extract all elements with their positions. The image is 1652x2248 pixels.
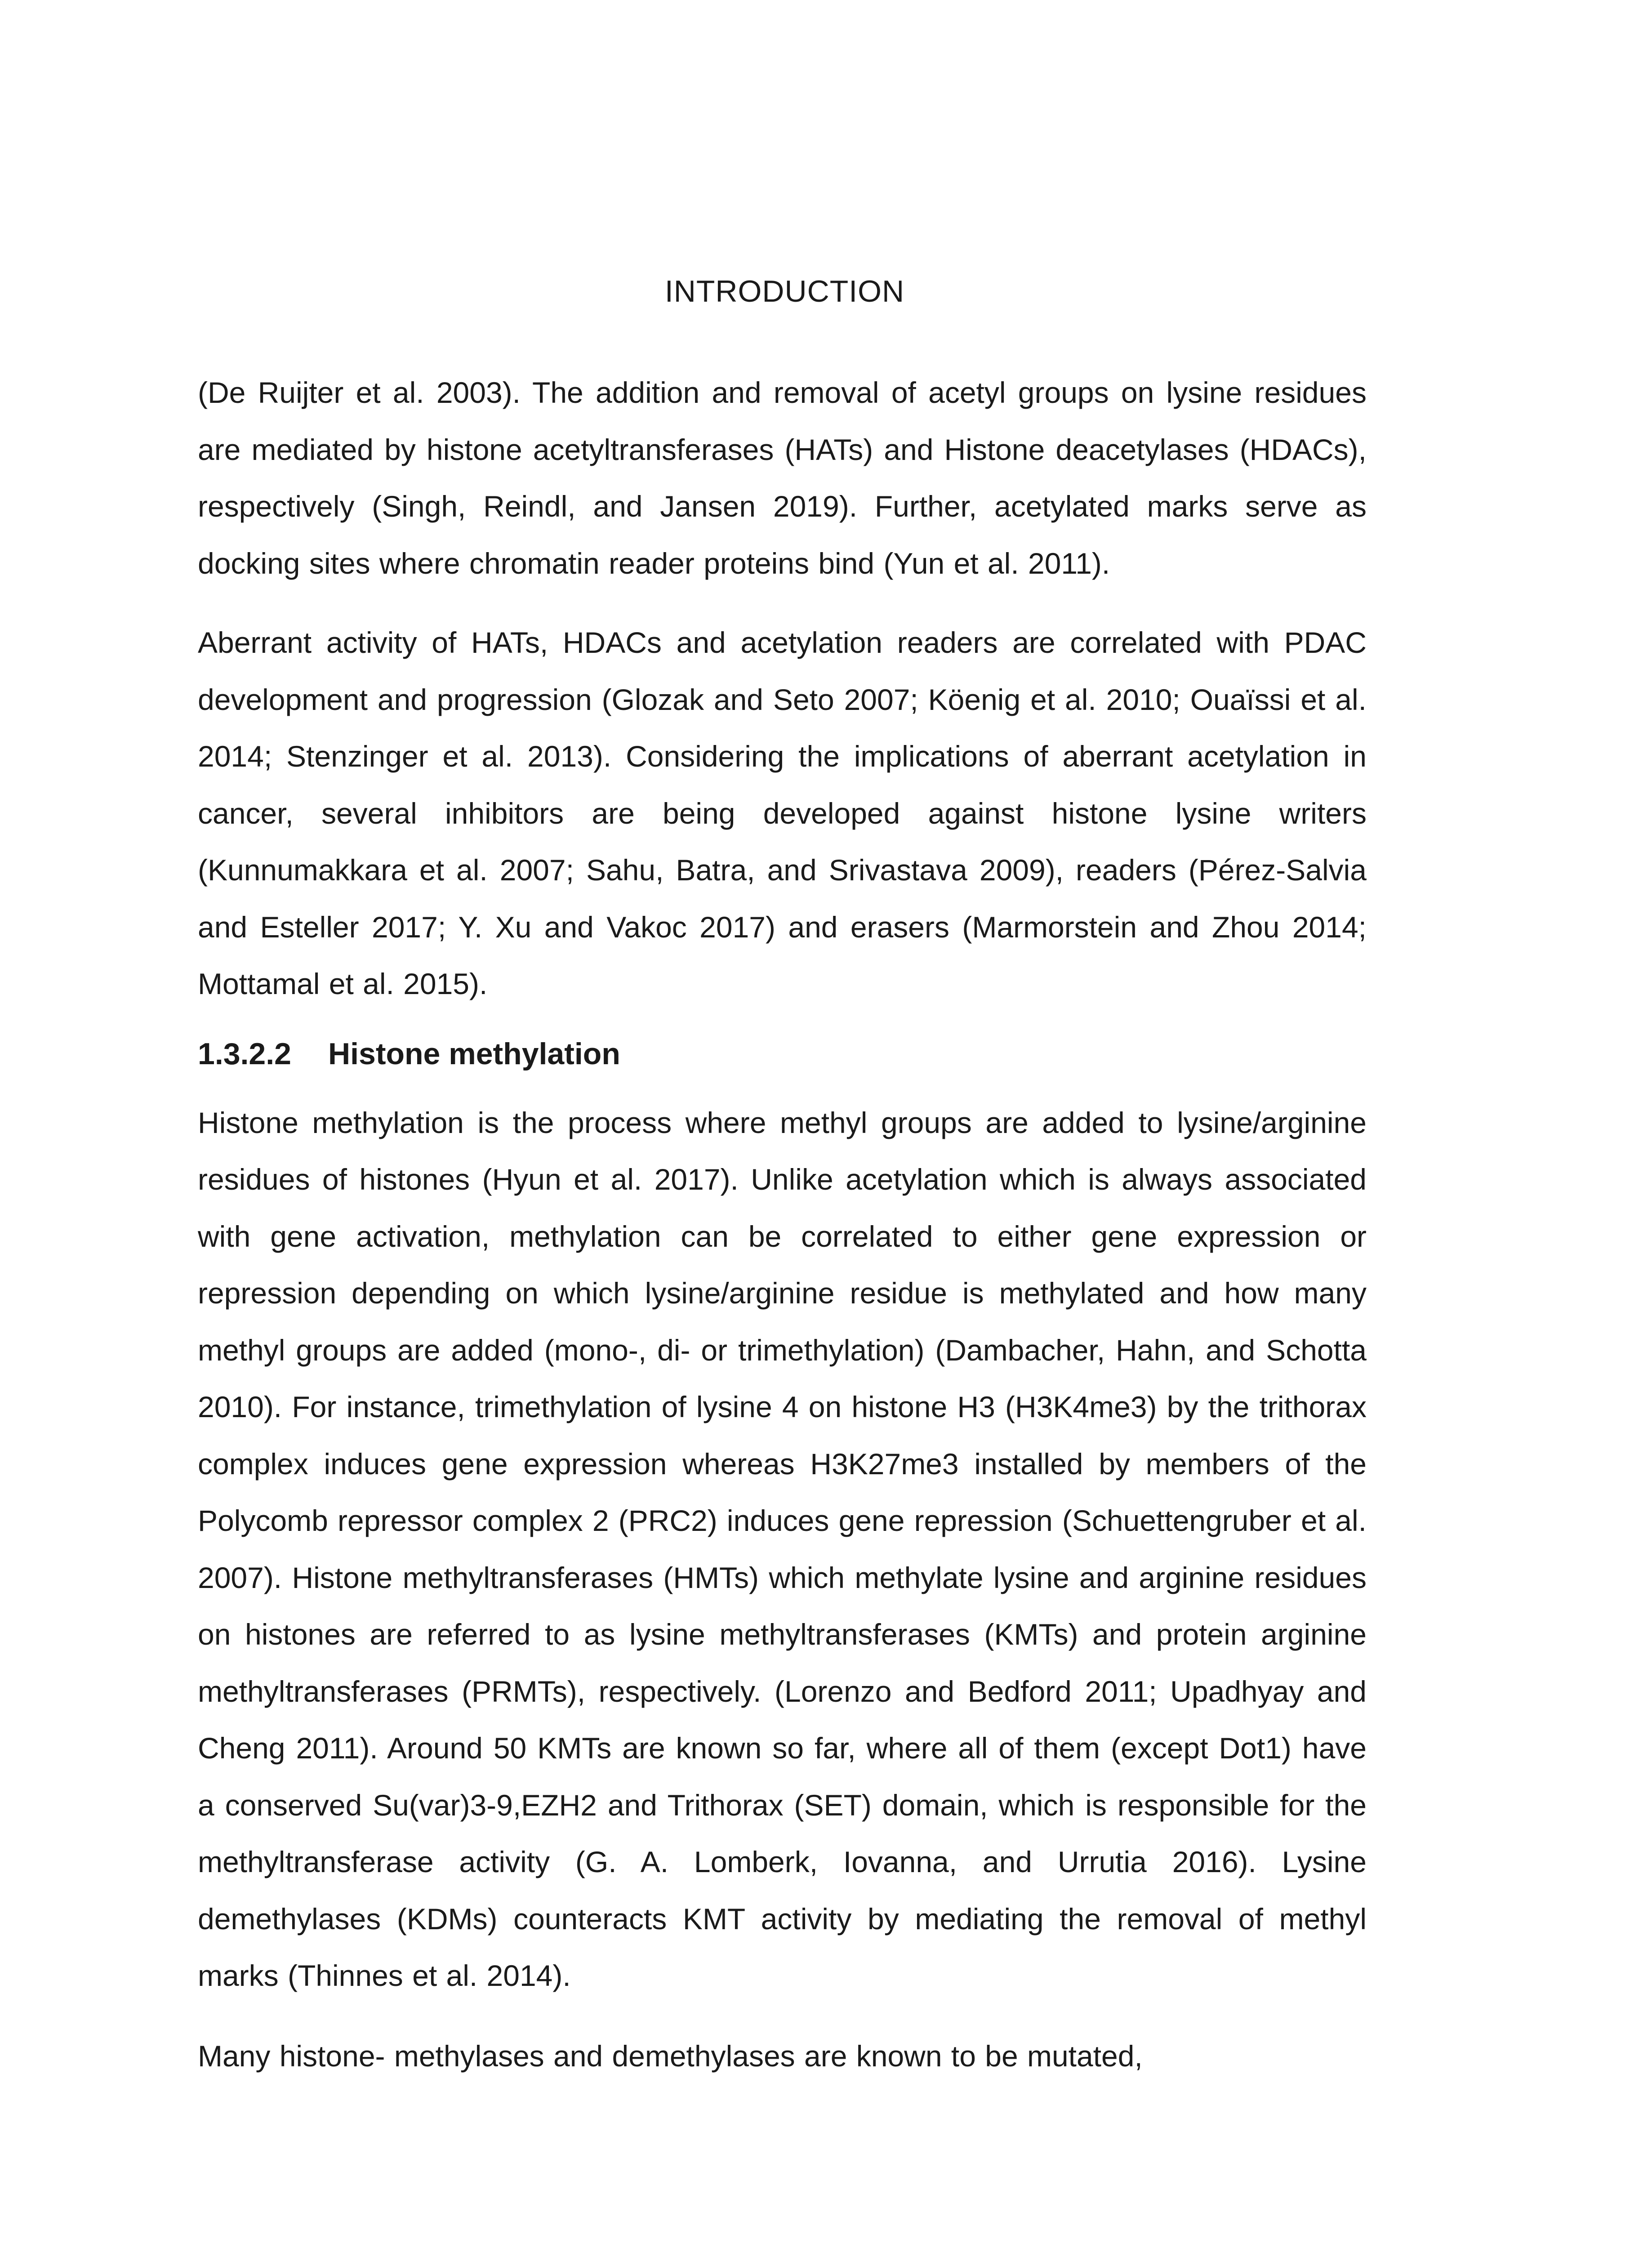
running-header: INTRODUCTION bbox=[664, 274, 905, 308]
paragraph-methylases-mutated: Many histone- methylases and demethylases are known to be mutated, bbox=[198, 2039, 1143, 2073]
paragraph-aberrant-acetylation: Aberrant activity of HATs, HDACs and acetylation readers are correlated with PDAC development and progression (Glozak and Seto 2007; Köenig et al. 2010; Ouaïssi et al. 2014; Stenzinger et al. 2013). Considering the implications of aberrant acetylation in cancer, several inhibitors are being developed against histone lysine writers (Kunnumakkara et al. 2007; Sahu, Batra, and Srivastava 2009), readers (Pérez-Salvia and Esteller 2017; Y. Xu and Vakoc 2017) and erasers (Marmorstein and Zhou 2014; Mottamal et al. 2015). bbox=[198, 626, 1367, 1000]
section-number: 1.3.2.2 bbox=[198, 1036, 291, 1071]
section-heading bbox=[198, 1031, 1367, 1076]
body-text bbox=[198, 364, 1367, 2084]
section-title: Histone methylation bbox=[328, 1036, 620, 1071]
paragraph-acetylation-mechanism: (De Ruijter et al. 2003). The addition and removal of acetyl groups on lysine residues are mediated by histone acetyltransferases (HATs) and Histone deacetylases (HDACs), respectively (Singh, Reindl, and Jansen 2019). Further, acetylated marks serve as docking sites where chromatin reader proteins bind (Yun et al. 2011). bbox=[198, 376, 1367, 580]
paragraph-histone-methylation: Histone methylation is the process where methyl groups are added to lysine/arginine residues of histones (Hyun et al. 2017). Unlike acetylation which is always associated with gene activation, methylation can be correlated to either gene expression or repression depending on which lysine/arginine residue is methylated and how many methyl groups are added (mono-, di- or trimethylation) (Dambacher, Hahn, and Schotta 2010). For instance, trimethylation of lysine 4 on histone H3 (H3K4me3) by the trithorax complex induces gene expression whereas H3K27me3 installed by members of the Polycomb repressor complex 2 (PRC2) induces gene repression (Schuettengruber et al. 2007). Histone methyltransferases (HMTs) which methylate lysine and arginine residues on histones are referred to as lysine methyltransferases (KMTs) and protein arginine methyltransferases (PRMTs), respectively. (Lorenzo and Bedford 2011; Upadhyay and Cheng 2011). Around 50 KMTs are known so far, where all of them (except Dot1) have a conserved Su(var)3-9,EZH2 and Trithorax (SET) domain, which is responsible for the methyltransferase activity (G. A. Lomberk, Iovanna, and Urrutia 2016). Lysine demethylases (KDMs) counteracts KMT activity by mediating the removal of methyl marks (Thinnes et al. 2014). bbox=[198, 1106, 1367, 1992]
